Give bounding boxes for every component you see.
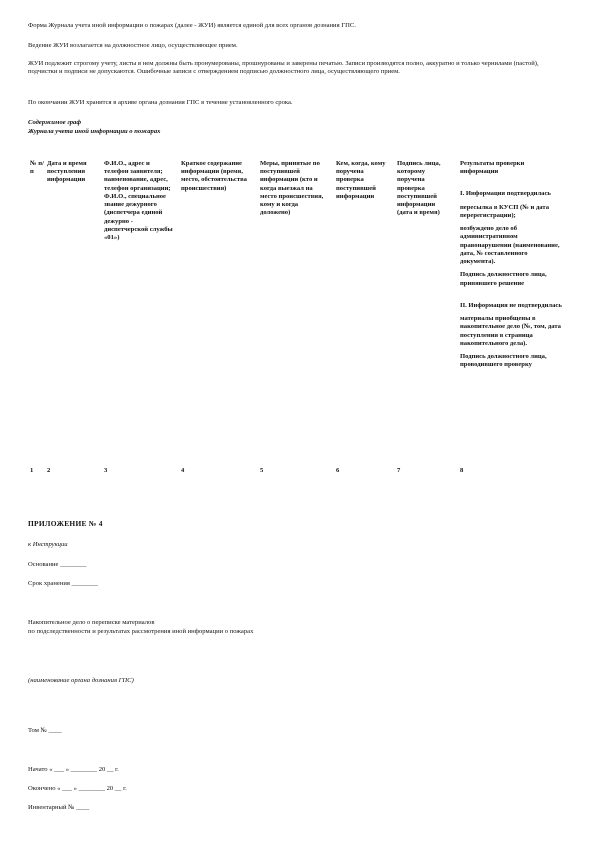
ended-date-field: Окончено « ___ » ________ 20 __ г. — [28, 785, 127, 792]
column-header-4: Краткое содержание информации (время, место, обстоятельства происшествия) — [181, 160, 247, 192]
appendix-subtitle: к Инструкции — [28, 541, 68, 548]
column-number-7: 7 — [397, 467, 401, 474]
column-header-2: Дата и время поступления информации — [47, 160, 87, 184]
column-number-1: 1 — [30, 467, 34, 474]
result-item-3: возбуждено дело об административном правонарушении (наименование, дата, № составленного документа). — [460, 225, 560, 266]
case-caption-line-1: Накопительное дело о переписке материалов — [28, 619, 155, 626]
section-label: Содержимое граф — [28, 119, 82, 126]
results-header: Результаты проверки информации — [460, 160, 525, 176]
intro-paragraph-2: Ведение ЖУИ возлагается на должностное лицо, осуществляющее прием. — [28, 42, 238, 49]
volume-field: Том № ____ — [28, 727, 62, 734]
result-item-4: Подпись должностного лица, принявшего решение — [460, 271, 547, 287]
column-header-1: № п/п — [30, 160, 44, 176]
started-date-field: Начато « ___ » ________ 20 __ г. — [28, 766, 119, 773]
column-header-6: Кем, когда, кому поручена проверка поступившей информации — [336, 160, 386, 200]
result-item-2: пересылка в КУСП (№ и дата перерегистрации); — [460, 203, 550, 219]
column-number-3: 3 — [104, 467, 108, 474]
result-item-6: материалы приобщены в накопительное дело (№, том, дата поступления в страница накопительного дела). — [460, 315, 561, 347]
storage-period-field: Срок хранения ________ — [28, 580, 98, 587]
column-header-3: Ф.И.О., адрес и телефон заявителя; наименование, адрес, телефон организации; Ф.И.О., специальное звание дежурного (диспетчера единой дежурно - диспетчерской службы «01») — [104, 160, 173, 242]
result-item-5: II. Информация не подтвердилась — [460, 301, 562, 309]
column-number-4: 4 — [181, 467, 185, 474]
column-header-5: Меры, принятые по поступившей информации (кто и когда выезжал на место происшествия, кому и когда доложено) — [260, 160, 324, 217]
result-item-7: Подпись должностного лица, проводившего проверку — [460, 352, 547, 369]
inventory-number-field: Инвентарный № ____ — [28, 804, 90, 811]
column-header-7: Подпись лица, которому поручена проверка поступившей информации (дата и время) — [397, 160, 441, 217]
column-number-8: 8 — [460, 467, 464, 474]
results-column — [460, 160, 563, 374]
result-item-1: I. Информация подтвердилась — [460, 190, 551, 198]
intro-paragraph-3: ЖУИ подлежит строгому учету, листы в нем должны быть пронумерованы, прошнурованы и заверены печатью. Записи производятся полно, аккуратно и только чернилами (пастой), подчистки и подписи не допускаются. Ошибочные записи с отверждением подписью должностного лица, осуществляющего прием. — [28, 60, 539, 76]
appendix-title: ПРИЛОЖЕНИЕ № 4 — [28, 519, 103, 528]
column-number-6: 6 — [336, 467, 340, 474]
column-number-5: 5 — [260, 467, 264, 474]
intro-paragraph-1: Форма Журнала учета иной информации о пожарах (далее - ЖУИ) является единой для всех органов дознания ГПС. — [28, 22, 356, 29]
case-caption-line-2: по подследственности и результатах рассмотрения иной информации о пожарах — [28, 628, 254, 635]
column-number-2: 2 — [47, 467, 51, 474]
section-title: Журнала учета иной информации о пожарах — [28, 128, 161, 135]
basis-field: Основание ________ — [28, 561, 87, 568]
organization-name-caption: (наименование органа дознания ГПС) — [28, 677, 134, 684]
intro-paragraph-4: По окончании ЖУИ хранится в архиве органа дознания ГПС в течение установленного срока. — [28, 99, 293, 106]
